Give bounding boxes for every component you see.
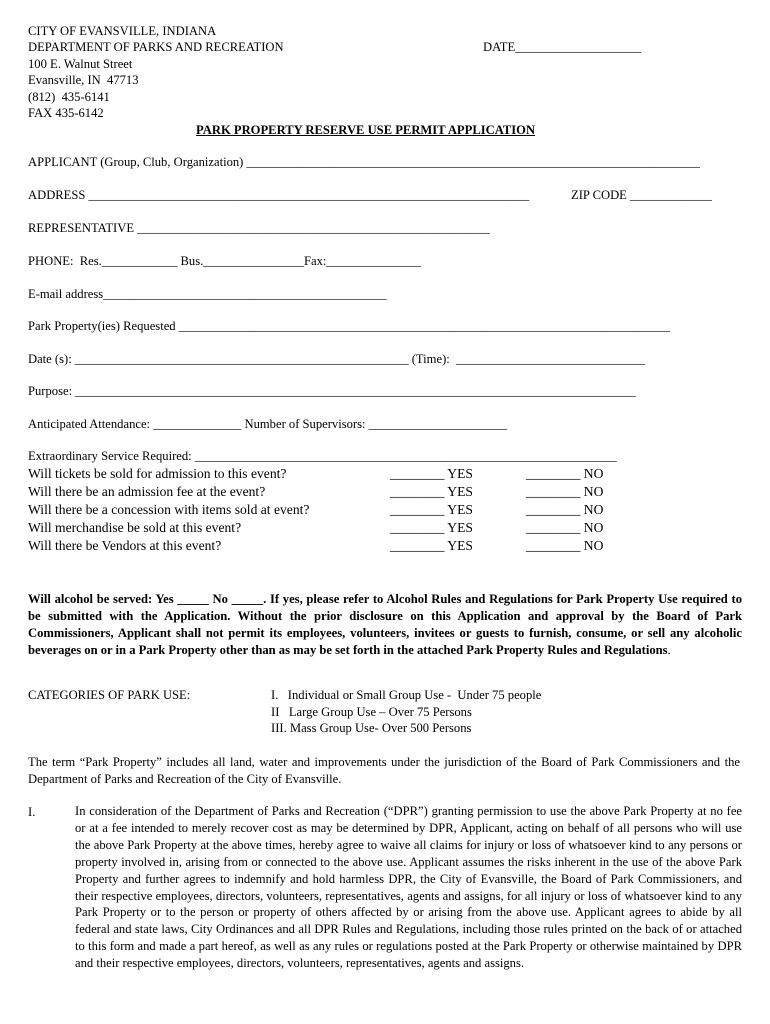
question-merchandise: Will merchandise be sold at this event? <box>28 520 242 535</box>
question-admission-fee-no[interactable]: ________ NO <box>526 484 604 499</box>
address-field[interactable]: ADDRESS ______________________________________________________________________ <box>28 188 530 202</box>
question-vendors-yes[interactable]: ________ YES <box>390 538 473 553</box>
question-vendors-no[interactable]: ________ NO <box>526 538 604 553</box>
question-tickets-yes[interactable]: ________ YES <box>390 466 473 481</box>
question-merchandise-yes[interactable]: ________ YES <box>390 520 473 535</box>
alcohol-notice <box>28 591 742 659</box>
date-field[interactable]: DATE____________________ <box>483 40 642 54</box>
question-merchandise-no[interactable]: ________ NO <box>526 520 604 535</box>
category-mass-group: III. Mass Group Use- Over 500 Persons <box>271 721 472 735</box>
question-admission-fee-yes[interactable]: ________ YES <box>390 484 473 499</box>
question-vendors: Will there be Vendors at this event? <box>28 538 222 553</box>
representative-field[interactable]: REPRESENTATIVE ________________________________________________________ <box>28 221 490 235</box>
section-1-number: I. <box>28 805 36 819</box>
phone-field[interactable]: PHONE: Res.____________ Bus.________________Fax:_______________ <box>28 254 421 268</box>
header-street: 100 E. Walnut Street <box>28 57 133 71</box>
email-field[interactable]: E-mail address_____________________________________________ <box>28 287 387 301</box>
purpose-field[interactable]: Purpose: _________________________________________________________________________________________ <box>28 384 636 398</box>
header-city-zip: Evansville, IN 47713 <box>28 73 139 87</box>
categories-label: CATEGORIES OF PARK USE: <box>28 688 191 702</box>
question-tickets-no[interactable]: ________ NO <box>526 466 604 481</box>
header-fax: FAX 435-6142 <box>28 106 104 120</box>
park-property-definition: The term “Park Property” includes all land, water and improvements under the jurisdiction of the Board of Park Commissioners and the Department of Parks and Recreation of the City of Evansville. <box>28 755 740 786</box>
park-properties-field[interactable]: Park Property(ies) Requested ______________________________________________________________________________ <box>28 319 670 333</box>
header-phone: (812) 435-6141 <box>28 90 110 104</box>
dates-time-field[interactable]: Date (s): _____________________________________________________ (Time): ______________________________ <box>28 352 645 366</box>
category-small-group: I. Individual or Small Group Use - Under 75 people <box>271 688 542 702</box>
question-concession: Will there be a concession with items sold at event? <box>28 502 310 517</box>
category-large-group: II Large Group Use – Over 75 Persons <box>271 705 472 719</box>
page-title: PARK PROPERTY RESERVE USE PERMIT APPLICATION <box>196 123 536 137</box>
question-concession-no[interactable]: ________ NO <box>526 502 604 517</box>
zip-code-field[interactable]: ZIP CODE _____________ <box>571 188 712 202</box>
header-city: CITY OF EVANSVILLE, INDIANA <box>28 24 217 38</box>
alcohol-notice-text: Will alcohol be served: Yes _____ No _____. If yes, please refer to Alcohol Rules and Regulations for Park Property Use required to be submitted with the Application. Without the prior disclosure on this Application and approval by the Board of Park Commissioners, Applicant shall not permit its employees, volunteers, invitees or guests to furnish, consume, or sell any alcoholic beverages on or in a Park Property other than as may be set forth in the attached Park Property Rules and Regulations <box>28 592 742 657</box>
question-concession-yes[interactable]: ________ YES <box>390 502 473 517</box>
alcohol-notice-period: . <box>667 642 671 657</box>
question-admission-fee: Will there be an admission fee at the event? <box>28 484 266 499</box>
section-1-text: In consideration of the Department of Parks and Recreation (“DPR”) granting permission to use the above Park Property at no fee or at a fee intended to merely recover cost as may be determined by DPR, Applicant, acting on behalf of all persons who will use the above Park Property at the above times, hereby agree to waive all claims for injury or loss of whatsoever kind to any persons or property involved in, arising from or connected to the above use. Applicant assumes the risks inherent in the use of the above Park Property and further agrees to indemnify and hold harmless DPR, the City of Evansville, the Board of Park Commissioners, and their respective employees, directors, volunteers, representatives, agents and assigns, for all injury or loss of whatsoever kind to any Park Property or to the person or property of others affected by or arising from the above use. Applicant agrees to abide by all federal and state laws, City Ordinances and all DPR Rules and Regulations, including those rules printed on the back of or attached to this form and made a part hereof, as well as any rules or regulations posted at the Park Property or otherwise maintained by DPR and their respective employees, directors, volunteers, representatives, agents and assigns. <box>75 804 742 971</box>
applicant-field[interactable]: APPLICANT (Group, Club, Organization) ________________________________________________________________________ <box>28 155 700 169</box>
question-tickets: Will tickets be sold for admission to this event? <box>28 466 287 481</box>
attendance-supervisors-field[interactable]: Anticipated Attendance: ______________ Number of Supervisors: ______________________ <box>28 417 508 431</box>
extraordinary-service-field[interactable]: Extraordinary Service Required: ___________________________________________________________________ <box>28 449 617 463</box>
header-department: DEPARTMENT OF PARKS AND RECREATION <box>28 40 284 54</box>
